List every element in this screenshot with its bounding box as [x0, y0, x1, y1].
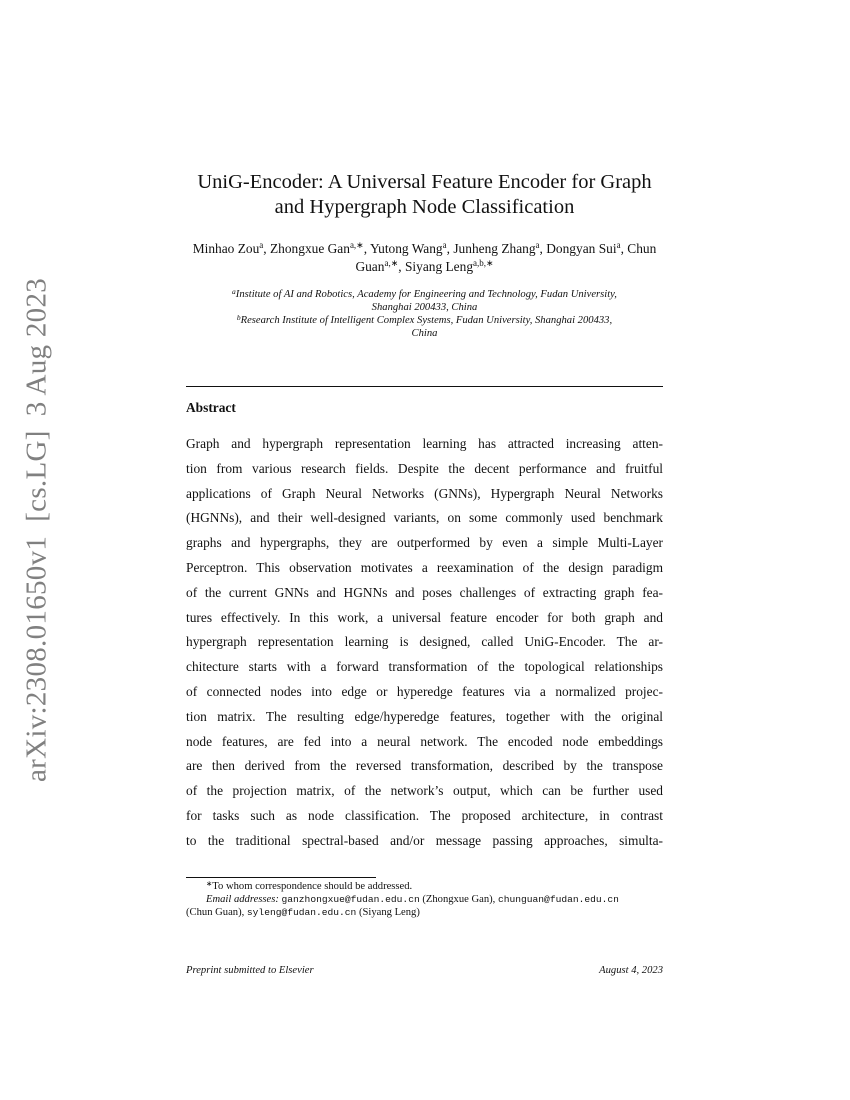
- abstract-line: of the current GNNs and HGNNs and poses challenges of extracting graph fea-: [186, 584, 663, 600]
- email-addresses: Email addresses: ganzhongxue@fudan.edu.cn (Zhongxue Gan), chunguan@fudan.edu.cn: [206, 894, 619, 905]
- email-link-leng[interactable]: syleng@fudan.edu.cn: [246, 907, 357, 918]
- abstract-line: (HGNNs), and their well-designed variants, on some commonly used benchmark: [186, 510, 663, 526]
- title-line-1: UniG-Encoder: A Universal Feature Encoder for Graph: [197, 171, 652, 193]
- footnotes: [186, 880, 663, 919]
- author: Chun Guan$^{a,∗}$,: [355, 241, 657, 274]
- affiliation-b: $^b$Research Institute of Intelligent Complex Systems, Fudan University, Shanghai 200433, China: [236, 313, 613, 339]
- correspondence-note: ∗To whom correspondence should be addressed.: [206, 879, 413, 892]
- abstract-line: of connected nodes into edge or hyperedge features via a normalized projec-: [186, 683, 663, 699]
- abstract-line: applications of Graph Neural Networks (GNNs), Hypergraph Neural Networks: [186, 485, 663, 501]
- abstract-line: for tasks such as node classification. The proposed architecture, in contrast: [186, 807, 663, 823]
- abstract-top-rule: [186, 386, 663, 387]
- arxiv-sidebar-stamp: [21, 278, 54, 782]
- abstract-line: are then derived from the reversed transformation, described by the transpose: [186, 758, 663, 774]
- abstract-line: node features, are fed into a neural network. The encoded node embeddings: [186, 733, 663, 749]
- abstract-line: tion from various research fields. Despite the decent performance and fruitful: [186, 460, 663, 476]
- arxiv-category: [cs.LG]: [20, 430, 53, 522]
- email-link-gan[interactable]: ganzhongxue@fudan.edu.cn: [281, 894, 420, 905]
- author-list: [186, 240, 663, 276]
- abstract-line: tion matrix. The resulting edge/hyperedge features, together with the original: [186, 708, 663, 724]
- abstract-line: Graph and hypergraph representation learning has attracted increasing atten-: [186, 436, 663, 451]
- preprint-date: August 4, 2023: [599, 965, 663, 976]
- affiliations: [186, 288, 663, 340]
- abstract-line: to the traditional spectral-based and/or message passing approaches, simulta-: [186, 832, 663, 848]
- email-addresses-cont: (Chun Guan), syleng@fudan.edu.cn (Siyang Leng): [186, 907, 420, 918]
- affiliation-a: $^a$Institute of AI and Robotics, Academy for Engineering and Technology, Fudan University, Shanghai 200433, China: [232, 287, 617, 313]
- author: Junheng Zhang$^a$,: [453, 240, 547, 256]
- author: Minhao Zou$^a$,: [192, 240, 270, 256]
- email-label: Email addresses:: [206, 894, 279, 905]
- author: Siyang Leng$^{a,b,∗}$: [404, 258, 494, 274]
- abstract-line: chitecture starts with a forward transformation of the topological relationships: [186, 659, 663, 675]
- title-line-2: and Hypergraph Node Classification: [274, 196, 575, 218]
- preprint-journal: Preprint submitted to Elsevier: [186, 965, 314, 976]
- abstract-line: tures effectively. In this work, a universal feature encoder for both graph and: [186, 609, 663, 625]
- footnote-rule: [186, 877, 376, 878]
- paper-title: [186, 170, 663, 220]
- abstract-heading: Abstract: [186, 400, 236, 415]
- abstract-line: of the projection matrix, of the network’s output, which can be further used: [186, 783, 663, 799]
- abstract-body: [186, 432, 663, 854]
- abstract-line: Perceptron. This observation motivates a reexamination of the design paradigm: [186, 559, 663, 575]
- email-link-guan[interactable]: chunguan@fudan.edu.cn: [498, 894, 619, 905]
- author: Zhongxue Gan$^{a,∗}$,: [269, 240, 370, 256]
- author: Yutong Wang$^a$,: [369, 240, 454, 256]
- abstract-line: graphs and hypergraphs, they are outperformed by even a simple Multi-Layer: [186, 535, 663, 551]
- abstract-line: hypergraph representation learning is designed, called UniG-Encoder. The ar-: [186, 634, 663, 650]
- arxiv-date: 3 Aug 2023: [20, 277, 53, 417]
- author: Dongyan Sui$^a$,: [546, 240, 628, 256]
- arxiv-id: arXiv:2308.01650v1: [20, 535, 53, 783]
